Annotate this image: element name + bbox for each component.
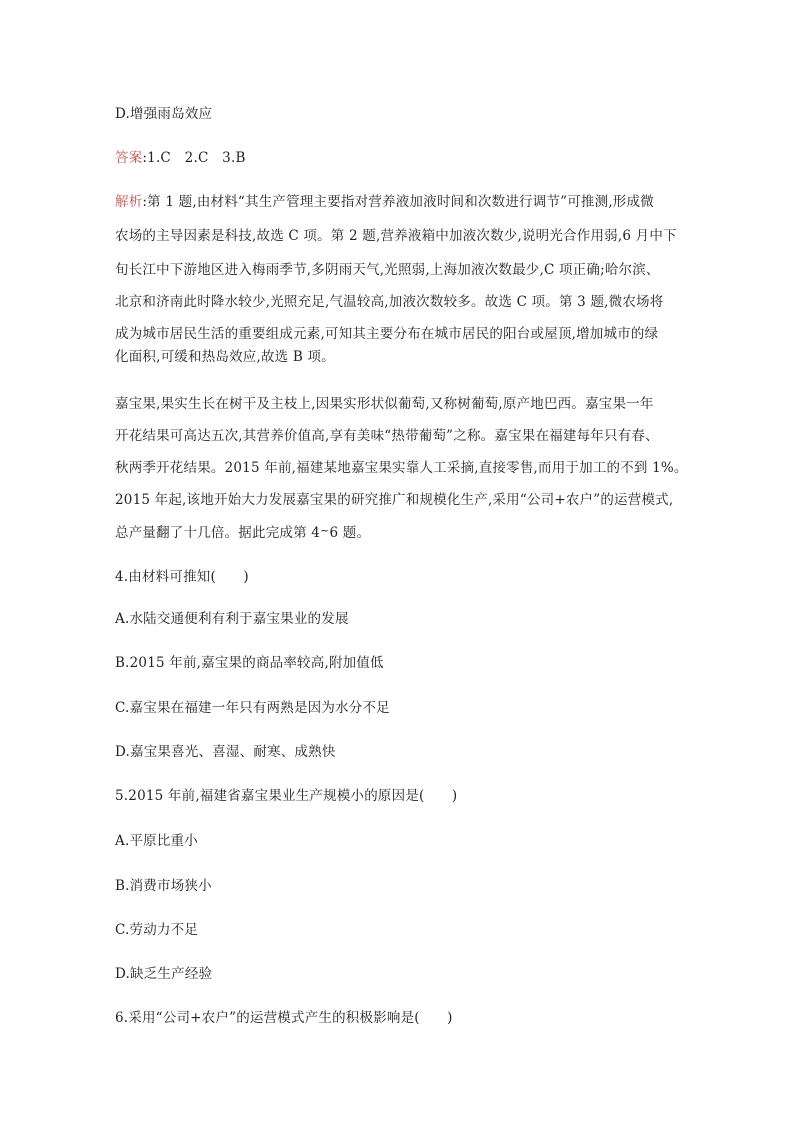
answer-label: 答案 — [115, 150, 143, 166]
range-tilde: ~ — [320, 524, 330, 537]
passage-line: 开花结果可高达五次,其营养价值高,享有美味“热带葡萄”之称。嘉宝果在福建每年只有春、 — [115, 428, 659, 444]
passage-line: 嘉宝果,果实生长在树干及主枝上,因果实形状似葡萄,又称树葡萄,原产地巴西。嘉宝果一年 — [115, 396, 654, 412]
question-4-option-b: B.2015 年前,嘉宝果的商品率较高,附加值低 — [115, 655, 384, 671]
explanation-text: :第 1 题,由材料“其生产管理主要指对营养液加液时间和次数进行调节”可推测,形成微 — [142, 194, 654, 210]
q3-option-d: D.增强雨岛效应 — [115, 106, 213, 122]
question-5-option-a: A.平原比重小 — [115, 833, 198, 849]
explanation-line: 北京和济南此时降水较少,光照充足,气温较高,加液次数较多。故选 C 项。第 3 题,微农场将 — [115, 294, 664, 310]
passage-line — [115, 521, 370, 543]
question-5-option-d: D.缺乏生产经验 — [115, 966, 213, 982]
question-4-option-a: A.水陆交通便利有利于嘉宝果业的发展 — [115, 611, 349, 627]
question-5-option-c: C.劳动力不足 — [115, 922, 199, 938]
question-4-stem: 4.由材料可推知( ) — [115, 569, 249, 585]
explanation-line: 农场的主导因素是科技,故选 C 项。第 2 题,营养液箱中加液次数少,说明光合作用弱,6 月中下 — [115, 228, 677, 244]
explanation-line: 化面积,可缓和热岛效应,故选 B 项。 — [115, 349, 335, 365]
passage-last-text: 总产量翻了十几倍。据此完成第 4 — [115, 525, 321, 541]
explanation-line — [115, 192, 654, 212]
question-6-stem: 6.采用“公司+农户”的运营模式产生的积极影响是( ) — [115, 1010, 453, 1026]
question-5-stem: 5.2015 年前,福建省嘉宝果业生产规模小的原因是( ) — [115, 788, 458, 804]
explanation-line: 旬长江中下游地区进入梅雨季节,多阴雨天气,光照弱,上海加液次数最少,C 项正确;哈尔滨、 — [115, 262, 660, 278]
answer-line — [115, 148, 246, 168]
question-5-option-b: B.消费市场狭小 — [115, 878, 212, 894]
question-4-option-d: D.嘉宝果喜光、喜湿、耐寒、成熟快 — [115, 744, 336, 760]
passage-line: 2015 年起,该地开始大力发展嘉宝果的研究推广和规模化生产,采用“公司+农户”的运营模式, — [115, 492, 674, 508]
answer-text: :1.C 2.C 3.B — [142, 150, 246, 166]
passage-line: 秋两季开花结果。2015 年前,福建某地嘉宝果实靠人工采摘,直接零售,而用于加工的不到 1%。 — [115, 460, 688, 476]
explanation-label: 解析 — [115, 194, 143, 210]
passage-last-text-end: 6 题。 — [329, 525, 371, 541]
explanation-line: 成为城市居民生活的重要组成元素,可知其主要分布在城市居民的阳台或屋顶,增加城市的绿 — [115, 326, 659, 342]
question-4-option-c: C.嘉宝果在福建一年只有两熟是因为水分不足 — [115, 700, 390, 716]
